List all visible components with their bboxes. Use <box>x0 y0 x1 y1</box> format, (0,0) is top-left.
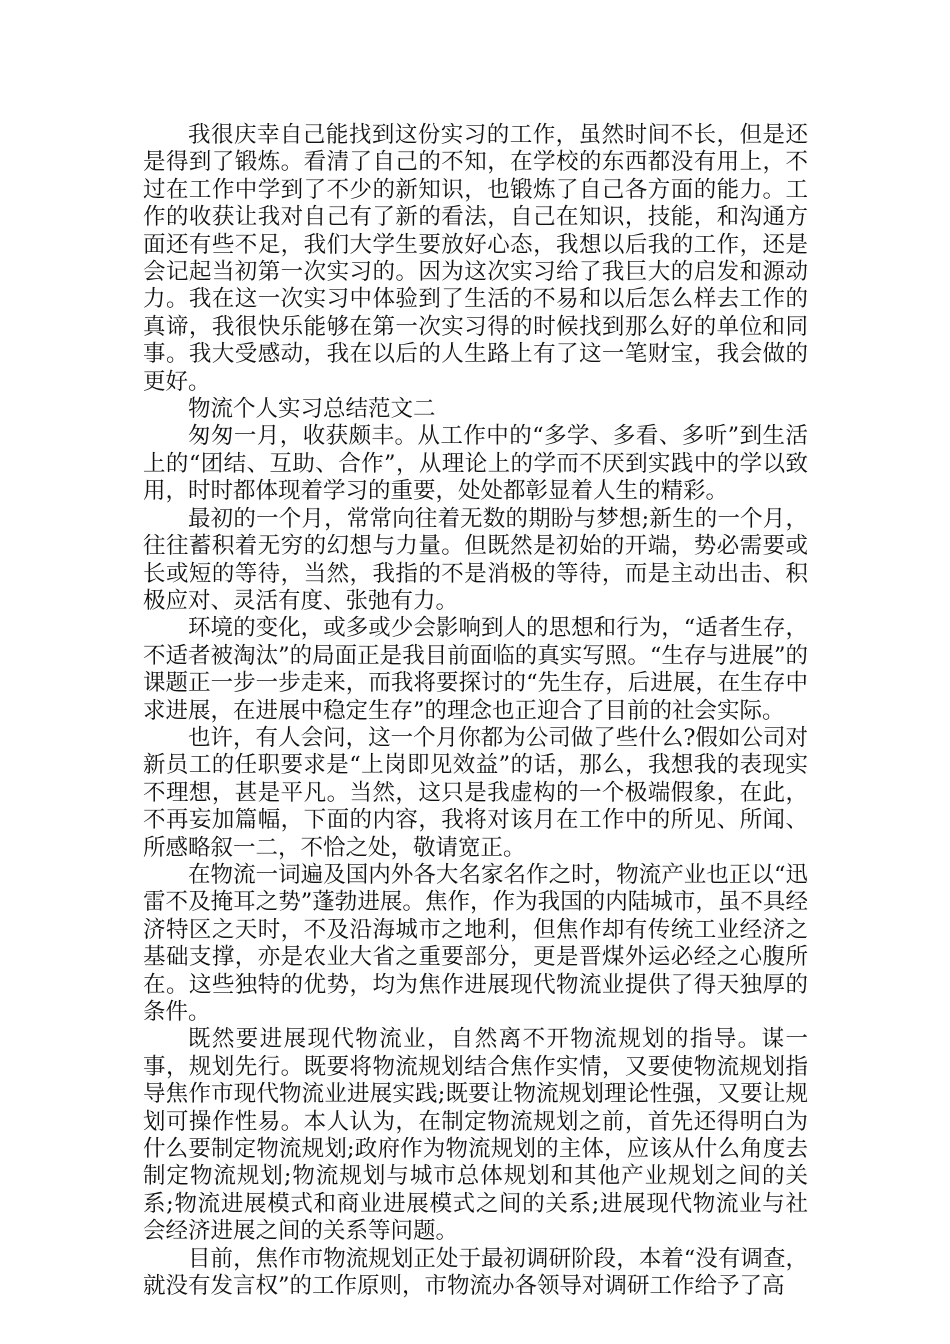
paragraph-research-stage: 目前，焦作市物流规划正处于最初调研阶段，本着“没有调查，就没有发言权”的工作原则，市物流办各领导对调研工作给予了高 <box>143 1245 808 1300</box>
paragraph-internship-reflection: 我很庆幸自己能找到这份实习的工作，虽然时间不长，但是还是得到了锻炼。看清了自己的不知，在学校的东西都没有用上，不过在工作中学到了不少的新知识，也锻炼了自己各方面的能力。工作的收获让我对自己有了新的看法，自己在知识，技能，和沟通方面还有些不足，我们大学生要放好心态，我想以后我的工作，还是会记起当初第一次实习的。因为这次实习给了我巨大的启发和源动力。我在这一次实习中体验到了生活的不易和以后怎么样去工作的真谛，我很快乐能够在第一次实习得的时候找到那么好的单位和同事。我大受感动，我在以后的人生路上有了这一笔财宝，我会做的更好。 <box>143 122 808 395</box>
paragraph-first-month: 最初的一个月，常常向往着无数的期盼与梦想;新生的一个月，往往蓄积着无穷的幻想与力量。但既然是初始的开端，势必需要或长或短的等待，当然，我指的不是消极的等待，而是主动出击、积极应对、灵活有度、张弛有力。 <box>143 505 808 614</box>
document-body <box>143 122 808 1300</box>
paragraph-what-done: 也许，有人会问，这一个月你都为公司做了些什么?假如公司对新员工的任职要求是“上岗即见效益”的话，那么，我想我的表现实不理想，甚是平凡。当然，这只是我虚构的一个极端假象，在此，不再妄加篇幅，下面的内容，我将对该月在工作中的所见、所闻、所感略叙一二，不恰之处，敬请宽正。 <box>143 724 808 861</box>
paragraph-month-harvest: 匆匆一月，收获颇丰。从工作中的“多学、多看、多听”到生活上的“团结、互助、合作”，从理论上的学而不厌到实践中的学以致用，时时都体现着学习的重要，处处都彰显着人生的精彩。 <box>143 423 808 505</box>
section-heading: 物流个人实习总结范文二 <box>188 396 436 423</box>
paragraph-logistics-industry: 在物流一词遍及国内外各大名家名作之时，物流产业也正以“迅雷不及掩耳之势”蓬勃进展。焦作，作为我国的内陆城市，虽不具经济特区之天时，不及沿海城市之地利，但焦作却有传统工业经济之基础支撑，亦是农业大省之重要部分，更是晋煤外运必经之心腹所在。这些独特的优势，均为焦作进展现代物流业提供了得天独厚的条件。 <box>143 861 808 1025</box>
paragraph-environment-change: 环境的变化，或多或少会影响到人的思想和行为，“适者生存，不适者被淘汰”的局面正是我目前面临的真实写照。“生存与进展”的课题正一步一步走来，而我将要探讨的“先生存，后进展，在生存中求进展，在进展中稳定生存”的理念也正迎合了目前的社会实际。 <box>143 615 808 724</box>
paragraph-logistics-planning: 既然要进展现代物流业，自然离不开物流规划的指导。谋一事，规划先行。既要将物流规划结合焦作实情，又要使物流规划指导焦作市现代物流业进展实践;既要让物流规划理论性强，又要让规划可操作性易。本人认为，在制定物流规划之前，首先还得明白为什么要制定物流规划;政府作为物流规划的主体，应该从什么角度去制定物流规划;物流规划与城市总体规划和其他产业规划之间的关系;物流进展模式和商业进展模式之间的关系;进展现代物流业与社会经济进展之间的关系等问题。 <box>143 1026 808 1245</box>
